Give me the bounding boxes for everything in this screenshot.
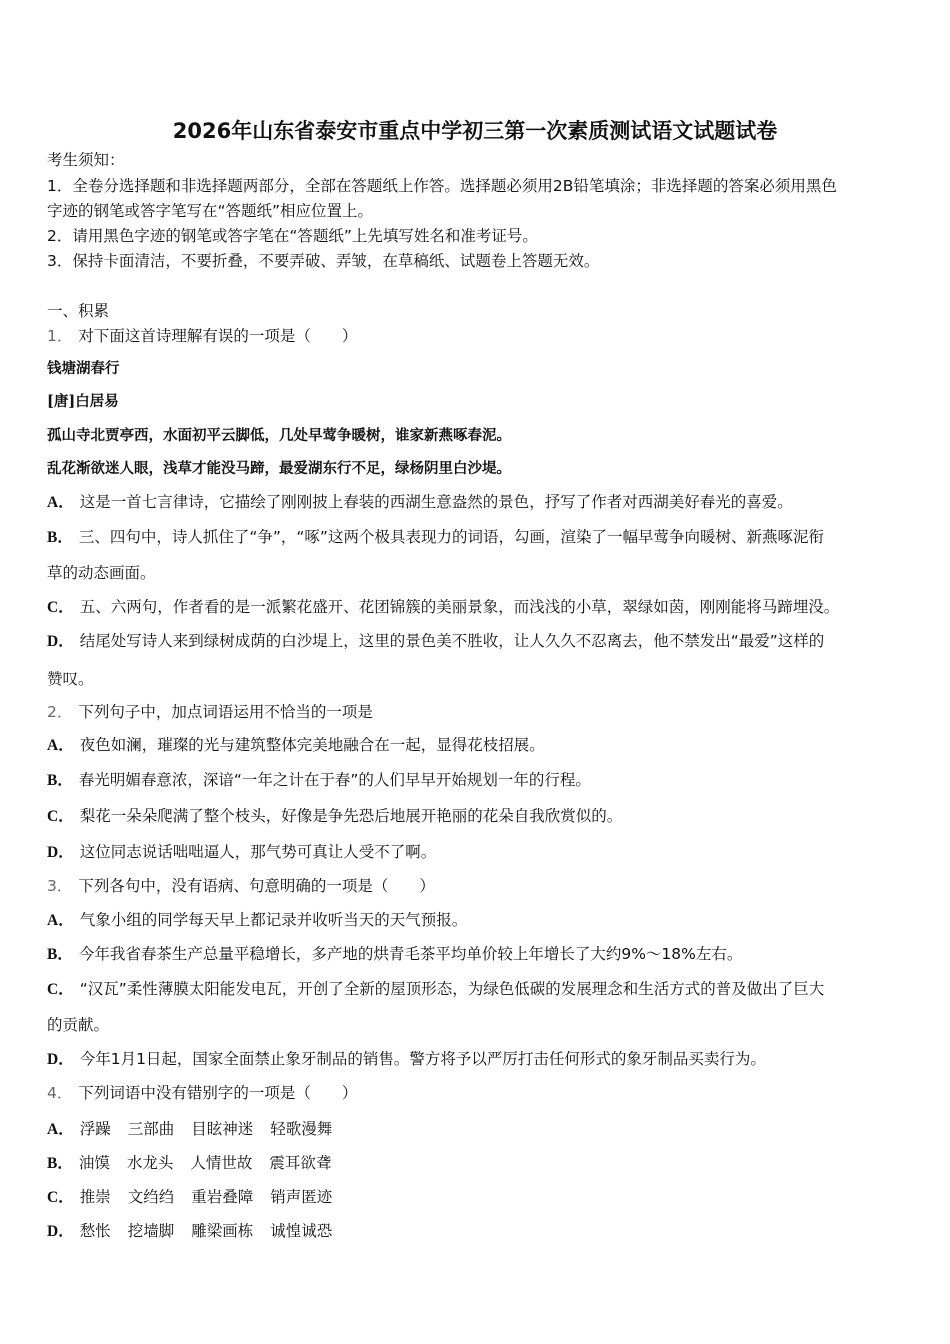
option-text: 结尾处写诗人来到绿树成荫的白沙堤上，这里的景色美不胜收，让人久久不忍离去，他不禁发出“最爱”这样的	[79, 632, 825, 650]
option-label: D．	[47, 844, 74, 861]
option-text: 三、四句中，诗人抓住了“争”，“啄”这两个极具表现力的词语，勾画，渲染了一幅早莺争向暖树、新燕啄泥衔	[78, 528, 824, 546]
word: 雕梁画栋	[191, 1222, 254, 1240]
word: 震耳欲聋	[269, 1154, 332, 1172]
poem-line: 孤山寺北贾亭西，水面初平云脚低，几处早莺争暖树，谁家新燕啄春泥。	[47, 427, 511, 444]
question-number: 2．	[47, 703, 73, 721]
option-c	[47, 979, 824, 1000]
word: 销声匿迹	[270, 1188, 333, 1206]
section-heading: 一、积累	[47, 302, 110, 320]
notice-line: 2．请用黑色字迹的钢笔或答字笔在“答题纸”上先填写姓名和准考证号。	[47, 227, 538, 245]
option-text: 春光明媚春意浓，深谙“一年之计在于春”的人们早早开始规划一年的行程。	[78, 771, 591, 789]
question-number: 3．	[47, 877, 73, 895]
option-a	[47, 1119, 349, 1140]
option-b	[47, 944, 742, 965]
notice-line: 3．保持卡面清洁，不要折叠，不要弄破、弄皱，在草稿纸、试题卷上答题无效。	[47, 252, 600, 270]
word: 愁怅	[79, 1222, 111, 1240]
question-text: 对下面这首诗理解有误的一项是（ ）	[78, 327, 358, 345]
question-text: 下列句子中，加点词语运用不恰当的一项是	[78, 703, 373, 721]
option-label: C．	[47, 808, 74, 825]
option-d	[47, 842, 436, 863]
option-label: A．	[47, 494, 74, 511]
option-d	[47, 631, 824, 652]
option-text: “汉瓦”柔性薄膜太阳能发电瓦，开创了全新的屋顶形态，为绿色低碳的发展理念和生活方式的普及做出了巨大	[79, 980, 825, 998]
option-b	[47, 527, 824, 548]
option-text: 这位同志说话咄咄逼人，那气势可真让人受不了啊。	[79, 843, 437, 861]
option-b	[47, 1153, 348, 1174]
notice-line: 字迹的钢笔或答字笔写在“答题纸”相应位置上。	[47, 202, 374, 220]
option-label: B．	[47, 946, 73, 963]
word: 人情世故	[190, 1154, 253, 1172]
option-label: C．	[47, 599, 74, 616]
poem-title: 钱塘湖春行	[47, 360, 120, 377]
option-label: A．	[47, 912, 74, 929]
option-a	[47, 735, 545, 756]
option-label: A．	[47, 1121, 74, 1138]
option-text: 气象小组的同学每天早上都记录并收听当天的天气预报。	[79, 911, 468, 929]
question-number: 1．	[47, 327, 73, 345]
option-b	[47, 770, 591, 791]
option-continuation: 的贡献。	[47, 1016, 110, 1034]
option-label: A．	[47, 737, 74, 754]
word: 三部曲	[127, 1120, 175, 1138]
option-label: C．	[47, 981, 74, 998]
option-text: 今年1月1日起，国家全面禁止象牙制品的销售。警方将予以严厉打击任何形式的象牙制品买卖行为。	[79, 1050, 766, 1068]
question-3-stem	[47, 876, 435, 896]
option-label: B．	[47, 529, 73, 546]
word: 浮躁	[79, 1120, 111, 1138]
option-continuation: 赞叹。	[47, 670, 94, 688]
word: 油馍	[78, 1154, 110, 1172]
notice-line: 1．全卷分选择题和非选择题两部分，全部在答题纸上作答。选择题必须用2B铅笔填涂；非选择题的答案必须用黑色	[47, 177, 837, 195]
question-1-stem	[47, 326, 357, 346]
option-text: 梨花一朵朵爬满了整个枝头，好像是争先恐后地展开艳丽的花朵自我欣赏似的。	[79, 807, 623, 825]
question-text: 下列词语中没有错别字的一项是（ ）	[78, 1084, 358, 1102]
notice-heading: 考生须知：	[47, 151, 125, 169]
option-text: 这是一首七言律诗，它描绘了刚刚披上春装的西湖生意盎然的景色，抒写了作者对西湖美好春光的喜爱。	[79, 493, 793, 511]
option-c	[47, 597, 839, 618]
option-label: B．	[47, 772, 73, 789]
word: 推崇	[79, 1188, 111, 1206]
word: 轻歌漫舞	[270, 1120, 333, 1138]
word: 重岩叠障	[191, 1188, 254, 1206]
option-label: D．	[47, 633, 74, 650]
poem-author: [唐]白居易	[47, 393, 119, 410]
word: 文绉绉	[127, 1188, 175, 1206]
option-c	[47, 806, 622, 827]
word: 水龙头	[126, 1154, 174, 1172]
word: 目眩神迷	[191, 1120, 254, 1138]
option-d	[47, 1049, 766, 1070]
question-number: 4．	[47, 1084, 73, 1102]
poem-line: 乱花渐欲迷人眼，浅草才能没马蹄，最爱湖东行不足，绿杨阴里白沙堤。	[47, 460, 511, 477]
option-a	[47, 492, 793, 513]
option-text: 五、六两句，作者看的是一派繁花盛开、花团锦簇的美丽景象，而浅浅的小草，翠绿如茵，刚刚能将马蹄埋没。	[79, 598, 840, 616]
option-a	[47, 910, 467, 931]
option-label: D．	[47, 1051, 74, 1068]
question-4-stem	[47, 1083, 357, 1103]
option-label: D．	[47, 1223, 74, 1240]
word: 诚惶诚恐	[270, 1222, 333, 1240]
option-text: 夜色如澜，璀璨的光与建筑整体完美地融合在一起，显得花枝招展。	[79, 736, 545, 754]
option-d	[47, 1221, 349, 1242]
question-text: 下列各句中，没有语病、句意明确的一项是（ ）	[78, 877, 435, 895]
page-title: 2026年山东省泰安市重点中学初三第一次素质测试语文试题试卷	[172, 119, 778, 143]
option-label: B．	[47, 1155, 73, 1172]
option-label: C．	[47, 1189, 74, 1206]
option-text: 今年我省春茶生产总量平稳增长，多产地的烘青毛茶平均单价较上年增长了大约9%～18%左右。	[78, 945, 743, 963]
question-2-stem	[47, 702, 373, 722]
word: 挖墙脚	[127, 1222, 175, 1240]
option-c	[47, 1187, 349, 1208]
option-continuation: 草的动态画面。	[47, 564, 156, 582]
